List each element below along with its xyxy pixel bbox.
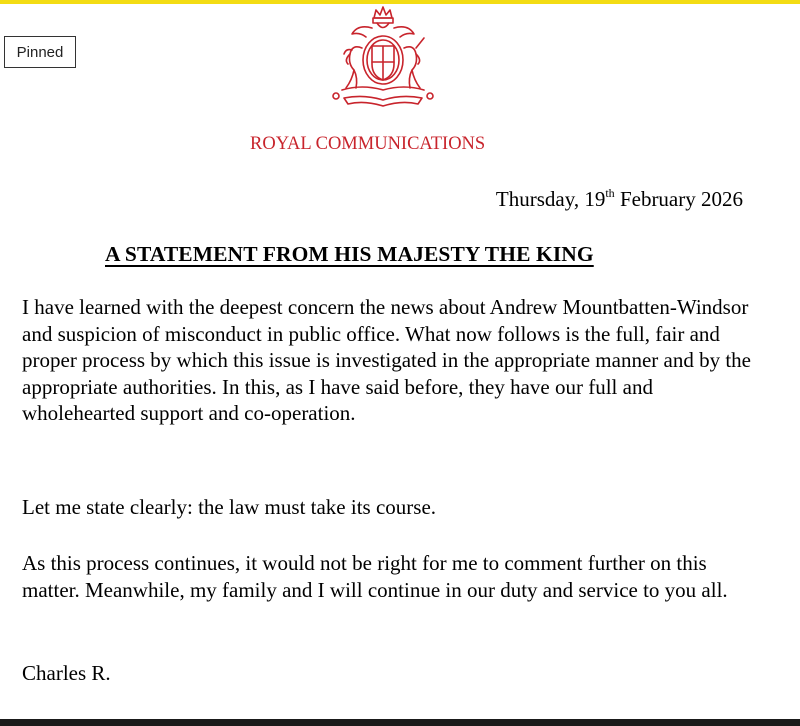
organisation-name: ROYAL COMMUNICATIONS bbox=[250, 134, 486, 154]
statement-paragraph-2: Let me state clearly: the law must take its course. bbox=[22, 495, 437, 519]
date-month-year: February 2026 bbox=[614, 187, 743, 211]
statement-heading: A STATEMENT FROM HIS MAJESTY THE KING bbox=[105, 242, 594, 266]
statement-date bbox=[496, 186, 743, 212]
date-weekday-day: Thursday, 19 bbox=[495, 187, 606, 211]
bottom-bar bbox=[0, 719, 800, 726]
date-ordinal-suffix: th bbox=[605, 186, 615, 200]
pinned-label: Pinned bbox=[16, 43, 64, 61]
pinned-badge[interactable] bbox=[4, 36, 76, 68]
statement-paragraph-1: I have learned with the deepest concern the news about Andrew Mountbatten-Windsor and suspicion of misconduct in public office. What now follows is the full, fair and proper process by which this issue is investigated in the appropriate manner and by the appropriate authorities. In this, as I have said before, they have our full and wholehearted support and co-operation. bbox=[22, 295, 751, 425]
royal-coat-of-arms-icon bbox=[322, 4, 444, 110]
signature: Charles R. bbox=[22, 661, 111, 685]
statement-paragraph-3: As this process continues, it would not be right for me to comment further on this matter. Meanwhile, my family and I will continue in our duty and service to you all. bbox=[22, 551, 728, 602]
